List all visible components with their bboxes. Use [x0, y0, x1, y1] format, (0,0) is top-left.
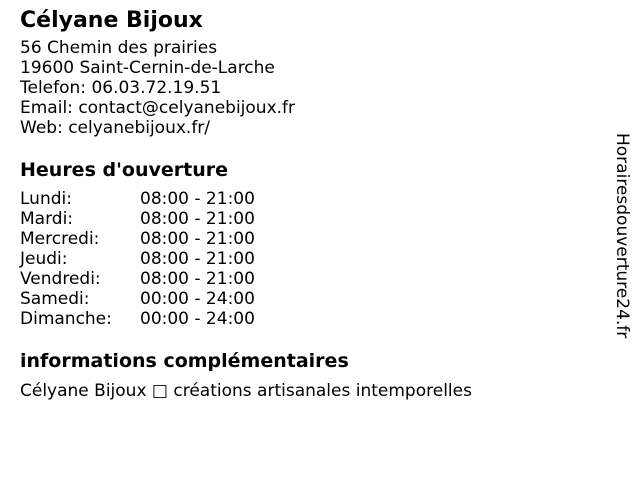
time-value: 08:00 - 21:00 [140, 209, 255, 229]
web-value: celyanebijoux.fr/ [68, 118, 211, 138]
additional-info-heading: informations complémentaires [20, 350, 349, 372]
time-value: 08:00 - 21:00 [140, 229, 255, 249]
phone-value: 06.03.72.19.51 [91, 78, 222, 98]
day-label: Lundi: [20, 189, 72, 209]
hours-row-monday [20, 189, 580, 209]
email-label: Email: [20, 98, 73, 118]
day-label: Samedi: [20, 289, 90, 309]
main-content [20, 8, 580, 401]
hours-row-wednesday [20, 229, 580, 249]
time-value: 00:00 - 24:00 [140, 309, 255, 329]
time-value: 00:00 - 24:00 [140, 289, 255, 309]
phone-label: Telefon: [20, 78, 87, 98]
web-line [20, 118, 580, 138]
opening-hours-heading: Heures d'ouverture [20, 159, 228, 181]
day-label: Jeudi: [20, 249, 68, 269]
email-line [20, 98, 580, 118]
hours-row-thursday [20, 249, 580, 269]
email-value: contact@celyanebijoux.fr [78, 98, 296, 118]
phone-line [20, 78, 580, 98]
time-value: 08:00 - 21:00 [140, 189, 255, 209]
time-value: 08:00 - 21:00 [140, 249, 255, 269]
day-label: Mardi: [20, 209, 74, 229]
day-label: Vendredi: [20, 269, 101, 289]
hours-row-sunday [20, 309, 580, 329]
address-street: 56 Chemin des prairies [20, 38, 218, 58]
web-label: Web: [20, 118, 63, 138]
additional-info-text: Célyane Bijoux □ créations artisanales intemporelles [20, 381, 472, 401]
page-title: Célyane Bijoux [20, 8, 203, 33]
hours-row-tuesday [20, 209, 580, 229]
hours-row-saturday [20, 289, 580, 309]
hours-row-friday [20, 269, 580, 289]
opening-hours-table [20, 189, 580, 329]
contact-block [20, 38, 580, 138]
time-value: 08:00 - 21:00 [140, 269, 255, 289]
site-watermark-vertical-text: Horairesdouverture24.fr [612, 133, 632, 339]
address-city: 19600 Saint-Cernin-de-Larche [20, 58, 275, 78]
day-label: Mercredi: [20, 229, 100, 249]
day-label: Dimanche: [20, 309, 112, 329]
